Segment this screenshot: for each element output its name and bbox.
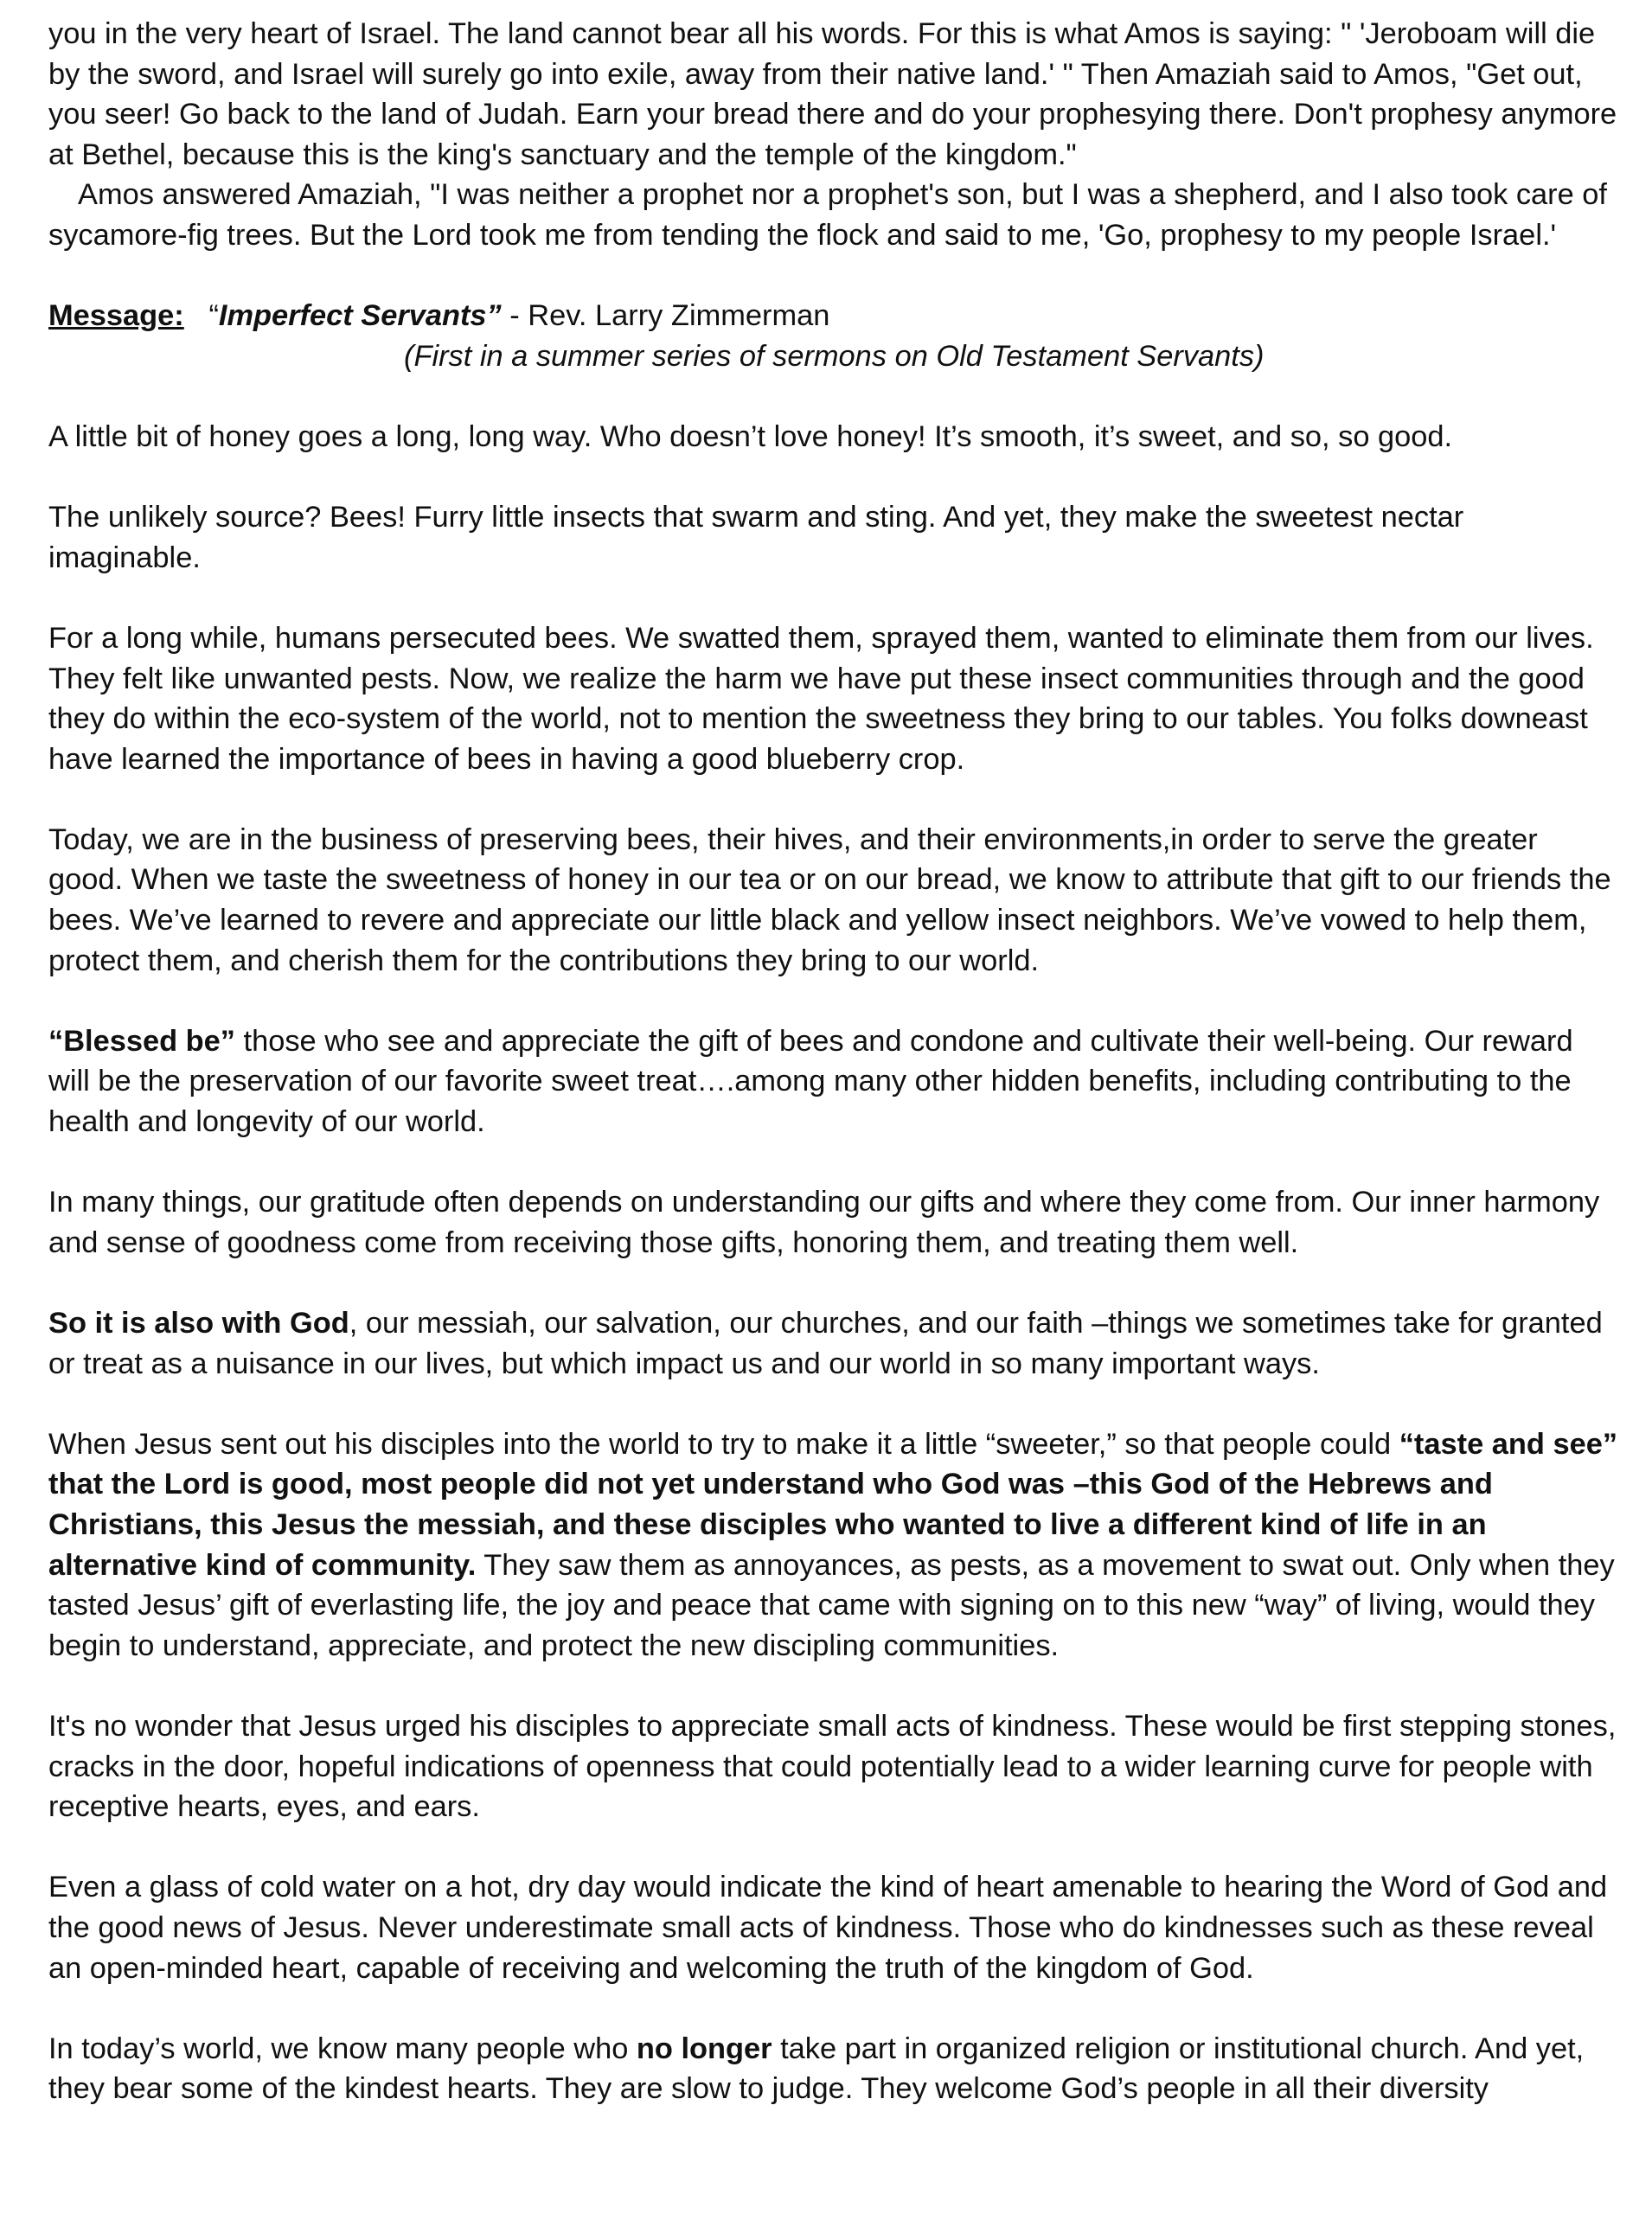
body-paragraph: Today, we are in the business of preserving bees, their hives, and their environments,in order to serve the greater good. When we taste the sweetness of honey in our tea or on our bread, we know to attribute that gift to our friends the bees. We’ve learned to revere and appreciate our little black and yellow insect neighbors. We’ve vowed to help them, protect them, and cherish them for the contributions they bring to our world. — [48, 822, 1611, 977]
document-body — [48, 14, 1618, 2149]
body-paragraph: When Jesus sent out his disciples into the world to try to make it a little “sweeter,” so that people could “taste and see” that the Lord is good, most people did not yet understand who God was –this God of the Hebrews and Christians, this Jesus the messiah, and these disciples who wanted to live a different kind of life in an alternative kind of community. They saw them as annoyances, as pests, as a movement to swat out. Only when they tasted Jesus’ gift of everlasting life, the joy and peace that came with signing on to this new “way” of living, would they begin to understand, appreciate, and protect the new discipling communities. — [48, 1427, 1618, 1662]
body-paragraph: It's no wonder that Jesus urged his disciples to appreciate small acts of kindness. These would be first stepping stones, cracks in the door, hopeful indications of openness that could potentially lead to a wider learning curve for people with receptive hearts, eyes, and ears. — [48, 1709, 1617, 1824]
body-paragraph: “Blessed be” those who see and appreciate the gift of bees and condone and cultivate their well-being. Our reward will be the preservation of our favorite sweet treat….among many other hidden benefits, including contributing to the health and longevity of our world. — [48, 1024, 1573, 1139]
message-subtitle: (First in a summer series of sermons on Old Testament Servants) — [404, 339, 1265, 373]
body-paragraph: For a long while, humans persecuted bees. We swatted them, sprayed them, wanted to eliminate them from our lives. They felt like unwanted pests. Now, we realize the harm we have put these insect communities through and the good they do within the eco-system of the world, not to mention the sweetness they bring to our tables. You folks downeast have learned the importance of bees in having a good blueberry crop. — [48, 621, 1594, 776]
body-paragraph: A little bit of honey goes a long, long way. Who doesn’t love honey! It’s smooth, it’s sweet, and so, so good. — [48, 419, 1453, 453]
bold-phrase: “taste and see” that the Lord is good, most people did not yet understand who God was –this God of the Hebrews and Christians, this Jesus the messiah, and these disciples who wanted to live a different kind of life in an alternative kind of community. — [48, 1427, 1618, 1582]
body-paragraph: Even a glass of cold water on a hot, dry day would indicate the kind of heart amenable to hearing the Word of God and the good news of Jesus. Never underestimate small acts of kindness. Those who do kindnesses such as these reveal an open-minded heart, capable of receiving and welcoming the truth of the kingdom of God. — [48, 1871, 1608, 1985]
body-paragraph: The unlikely source? Bees! Furry little insects that swarm and sting. And yet, they make the sweetest nectar imaginable. — [48, 501, 1464, 574]
scripture-paragraph: you in the very heart of Israel. The land cannot bear all his words. For this is what Amos is saying: " 'Jeroboam will die by the sword, and Israel will surely go into exile, away from their native land.' " Then Amaziah said to Amos, "Get out, you seer! Go back to the land of Judah. Earn your bread there and do your prophesying there. Don't prophesy anymore at Bethel, because this is the king's sanctuary and the temple of the kingdom." — [48, 17, 1617, 171]
bold-phrase: no longer — [636, 2032, 772, 2065]
message-author: - Rev. Larry Zimmerman — [501, 299, 830, 333]
body-paragraph: So it is also with God, our messiah, our salvation, our churches, and our faith –things we sometimes take for granted or treat as a nuisance in our lives, but which impact us and our world in so many important ways. — [48, 1307, 1603, 1380]
bold-phrase: So it is also with God — [48, 1307, 349, 1340]
message-heading — [48, 296, 1618, 376]
bold-phrase: “Blessed be” — [48, 1024, 235, 1058]
body-paragraph: In today’s world, we know many people who no longer take part in organized religion or institutional church. And yet, they bear some of the kindest hearts. They are slow to judge. They welcome God’s people in all their diversity — [48, 2032, 1585, 2106]
message-title: Imperfect Servants” — [218, 299, 502, 333]
message-label: Message: — [48, 299, 184, 333]
message-open-quote: “ — [208, 299, 219, 333]
scripture-paragraph: Amos answered Amaziah, "I was neither a prophet nor a prophet's son, but I was a shepherd, and I also took care of sycamore-fig trees. But the Lord took me from tending the flock and said to me, 'Go, prophesy to my people Israel.' — [48, 178, 1607, 252]
body-paragraph: In many things, our gratitude often depends on understanding our gifts and where they come from. Our inner harmony and sense of goodness come from receiving those gifts, honoring them, and treating them well. — [48, 1186, 1600, 1259]
